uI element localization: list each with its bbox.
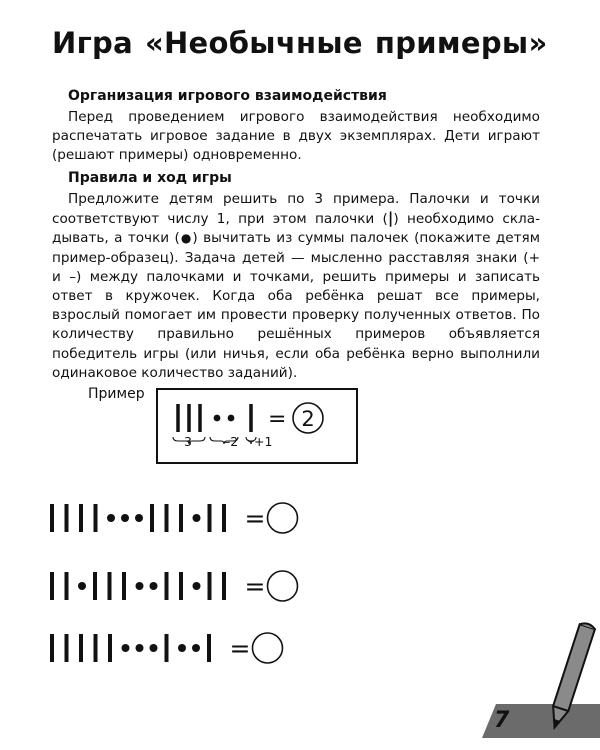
task-dot <box>136 644 144 652</box>
task-sequence-2 <box>46 566 346 606</box>
answer-circle <box>268 503 298 533</box>
example-value-dots: –2 <box>224 434 239 449</box>
task-dot <box>78 582 86 590</box>
section-heading-organization: Организация игрового взаимодействия <box>68 88 387 104</box>
task-equals: = <box>244 572 266 601</box>
task-dot <box>136 582 144 590</box>
answer-circle <box>253 633 283 663</box>
task-dot <box>135 514 143 522</box>
task-dot <box>122 644 130 652</box>
dot-symbol: ● <box>179 231 193 246</box>
example-figure <box>158 390 356 462</box>
example-dot <box>228 415 235 422</box>
task-equals: = <box>229 634 251 663</box>
section-heading-rules: Правила и ход игры <box>68 170 232 186</box>
section-text-organization <box>52 108 540 166</box>
page-number: 7 <box>494 708 510 733</box>
stick-symbol: | <box>387 209 394 228</box>
task-equals: = <box>244 504 266 533</box>
rules-text-part-3: ) вычитать из суммы палочек (покажите детям пример-образец). Задача детей — мысленно расставляя знаки (+ и –) между палочками и точками, решить примеры и записать ответ в кружочек. Когда оба ребёнка решат все примеры, взрослый помогает им провести проверку полученных ответов. По количеству правильно решённых примеров объявляется победитель игры (или ничья, если оба ребёнка верно выполнили одинаковое количество заданий). <box>52 230 540 381</box>
pencil-icon <box>540 620 600 750</box>
task-dot <box>150 644 158 652</box>
rules-text-part-2: ) необходимо складывать, а точки ( <box>52 211 540 247</box>
title-word-3: примеры» <box>374 26 548 60</box>
task-dot <box>150 582 158 590</box>
task-dot <box>107 514 115 522</box>
example-value-sticks: 3 <box>184 434 192 449</box>
example-box <box>156 388 358 464</box>
task-dot <box>178 644 186 652</box>
organization-paragraph: Перед проведением игрового взаимодействия необходимо распечатать игровое задание в двух экземплярах. Дети играют (решают примеры) одновременно. <box>52 109 540 164</box>
task-dot <box>193 582 201 590</box>
section-text-rules <box>52 190 540 383</box>
task-dot <box>121 514 129 522</box>
example-value-stick: +1 <box>254 434 273 449</box>
task-dot <box>192 644 200 652</box>
task-sequence-1 <box>46 498 346 538</box>
example-answer: 2 <box>301 407 315 431</box>
page-title <box>52 26 547 60</box>
title-word-2: «Необычные <box>144 26 363 60</box>
task-dot <box>193 514 201 522</box>
example-dot <box>214 415 221 422</box>
rules-text-part-1: Предложите детям решить по 3 примера. Палочки и точки соответствуют числу 1, при этом палочки ( <box>52 191 540 228</box>
answer-circle <box>268 571 298 601</box>
example-label: Пример <box>88 386 145 402</box>
example-equals: = <box>268 407 287 432</box>
title-word-1: Игра <box>52 26 133 60</box>
task-sequence-3 <box>46 628 346 668</box>
